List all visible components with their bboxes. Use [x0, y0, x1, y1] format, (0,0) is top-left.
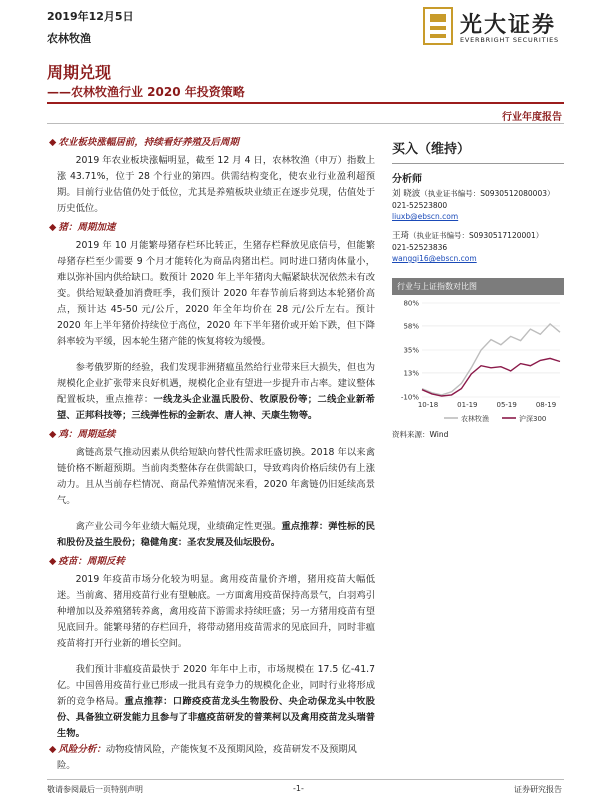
footer-disclaimer: 敬请参阅最后一页特别声明	[47, 785, 143, 794]
footer-label: 证券研究报告	[514, 785, 562, 794]
analyst-heading: 分析师	[392, 174, 422, 185]
recommendation: 口蹄疫疫苗龙头生物股份、央企动保龙头中牧股份、具备独立研发能力且参与了非瘟疫苗研发的普莱柯以及禽用疫苗龙头瑞普生物。	[57, 696, 375, 739]
paragraph: 我们预计非瘟疫苗最快于 2020 年年中上市，市场规模在 17.5 亿-41.7 亿。中国兽用疫苗行业已形成一批具有竞争力的规模化企业，同时行业将形成新的竞争格局。重点推荐：口蹄疫疫苗龙头生物股份、央企动保龙头中牧股份、具备独立研发能力且参与了非瘟疫苗研发的普莱柯以及禽用疫苗龙头瑞普生物。	[57, 664, 375, 739]
analyst-phone: 021-52523836	[392, 243, 448, 252]
diamond-bullet-icon: ◆	[49, 137, 57, 148]
report-title: 周期兑现	[47, 63, 112, 82]
logo-mark-icon	[420, 6, 456, 46]
analyst-phone: 021-52523800	[392, 201, 448, 210]
diamond-bullet-icon: ◆	[49, 222, 57, 233]
logo-text-en: EVERBRIGHT SECURITIES	[460, 36, 559, 44]
page-number: -1-	[293, 784, 304, 793]
analyst-cert: （执业证书编号：S0930517120001）	[409, 231, 544, 240]
subheader-divider	[47, 123, 564, 124]
recommendation: 一线龙头企业温氏股份、牧原股份等；二线企业新希望、正邦科技等；三线弹性标的金新农、唐人神、天康生物等。	[57, 394, 375, 421]
report-date: 2019年12月5日	[47, 10, 134, 23]
x-tick-label: 05-19	[496, 401, 517, 409]
analyst-email-link[interactable]: wangqi16@ebscn.com	[392, 254, 477, 263]
header-divider	[47, 102, 564, 104]
diamond-bullet-icon: ◆	[49, 556, 57, 567]
chart-svg	[392, 297, 564, 425]
sector-label: 农林牧渔	[47, 32, 91, 45]
paragraph: 2019 年疫苗市场分化较为明显。禽用疫苗量价齐增，猪用疫苗大幅低迷。当前禽、猪用疫苗行业有望触底。一方面禽用疫苗保持高景气，白羽鸡引种增加以及养殖猪转养禽，禽用疫苗下游需求持续旺盛；另一方猪用疫苗有望见底回升。能繁母猪的存栏回升，将带动猪用疫苗需求的见底回升，同时非瘟疫苗将打开行业新的增长空间。	[57, 574, 375, 649]
y-tick-label: -10%	[400, 393, 419, 402]
sidebar	[392, 132, 564, 440]
company-logo	[420, 4, 560, 50]
section-heading: ◆ 鸡：周期延续	[49, 429, 116, 440]
report-type-label: 行业年度报告	[502, 112, 562, 123]
rating: 买入（维持）	[392, 142, 471, 157]
y-tick-label: 80%	[403, 299, 419, 308]
x-tick-label: 08-19	[535, 401, 557, 409]
main-body	[49, 132, 375, 774]
y-tick-label: 58%	[403, 322, 419, 331]
paragraph: 2019 年农业板块涨幅明显，截至 12 月 4 日，农林牧渔（申万）指数上涨 43.71%，位于 28 个行业的第四。供需结构变化，使农业行业盈利超预期。目前行业估值仍处于低位，尤其是养殖板块业绩正在逐步兑现，估值处于历史低位。	[57, 155, 375, 214]
legend-label: 农林牧渔	[461, 415, 489, 423]
y-tick-label: 13%	[403, 369, 419, 378]
footer-divider	[47, 779, 564, 780]
x-tick-label: 01-19	[457, 401, 478, 409]
section-heading: ◆ 农业板块涨幅居前，持续看好养殖及后周期	[49, 137, 239, 148]
chart-title: 行业与上证指数对比图	[392, 278, 564, 295]
diamond-bullet-icon: ◆	[49, 744, 57, 755]
report-subtitle: ——农林牧渔行业 2020 年投资策略	[47, 85, 245, 99]
y-tick-label: 35%	[403, 346, 419, 355]
analyst-name: 刘 晓波	[392, 189, 421, 199]
risk-text: 动物疫情风险，产能恢复不及预期风险，疫苗研发不及预期风险。	[57, 744, 357, 771]
diamond-bullet-icon: ◆	[49, 429, 57, 440]
recommendation: 弹性标的民和股份及益生股份；稳健角度：圣农发展及仙坛股份。	[57, 521, 375, 548]
series-line	[422, 324, 560, 395]
comparison-chart	[392, 297, 564, 425]
paragraph: 禽产业公司今年业绩大幅兑现，业绩确定性更强。重点推荐：弹性标的民和股份及益生股份；稳健角度：圣农发展及仙坛股份。	[57, 521, 375, 548]
section-heading: ◆ 猪：周期加速	[49, 222, 116, 233]
risk-heading: ◆ 风险分析：	[49, 744, 106, 755]
series-line	[422, 358, 560, 396]
analyst-info	[392, 188, 564, 264]
paragraph: 2019 年 10 月能繁母猪存栏环比转正，生猪存栏释放见底信号，但能繁母猪存栏至少需要 9 个月才能转化为商品肉猪出栏。同时进口猪肉体量小，难以弥补国内供给缺口。数预计 2020 年上半年猪肉大幅紧缺状况依然未有改变。供给短缺叠加消费旺季，我们预计 2020 年春节前后将到达本轮猪价高点，预计达 45-50 元/公斤，2020 年全年均价在 28 元/公斤左右。预计 2020 年上半年猪价持续位于高位，2020 年下半年猪价或开始下跌，但下降斜率较为平缓，因本轮生猪产能的恢复将较为缓慢。	[57, 240, 375, 347]
section-heading: ◆ 疫苗：周期反转	[49, 556, 125, 567]
legend-label: 沪深300	[519, 415, 547, 423]
analyst-name: 王琦	[392, 231, 410, 241]
paragraph: 参考俄罗斯的经验，我们发现非洲猪瘟虽然给行业带来巨大损失，但也为规模化企业扩张带来良好机遇，规模化企业有望进一步提升市占率。建议整体配置板块，重点推荐：一线龙头企业温氏股份、牧原股份等；二线企业新希望、正邦科技等；三线弹性标的金新农、唐人神、天康生物等。	[57, 362, 375, 421]
analyst-email-link[interactable]: liuxb@ebscn.com	[392, 212, 459, 221]
paragraph: 禽链高景气推动因素从供给短缺向替代性需求旺盛切换。2018 年以来禽链价格不断超预期。当前肉类整体存在供需缺口，导致鸡肉价格后续仍有上涨动力。且从当前存栏情况、商品代养殖情况来看，2020 年禽链仍旧延续高景气。	[57, 447, 375, 506]
chart-source: 资料来源：Wind	[392, 430, 449, 439]
analyst-cert: （执业证书编号：S0930512080003）	[420, 189, 555, 198]
logo-text-cn: 光大证券	[460, 12, 557, 38]
x-tick-label: 10-18	[417, 401, 439, 409]
